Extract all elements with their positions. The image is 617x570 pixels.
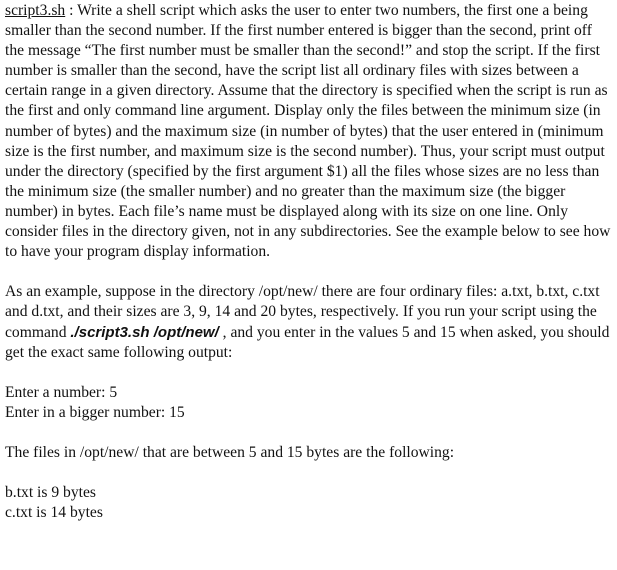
assignment-document <box>5 1 613 523</box>
paragraph-spacer <box>5 363 613 383</box>
output-prompt-second: Enter in a bigger number: 15 <box>5 403 185 421</box>
example-text-after: , and you enter in the values 5 and 15 when asked, you should get the exact same following output: <box>5 323 610 361</box>
paragraph-spacer <box>5 423 613 443</box>
paragraph-spacer <box>5 262 613 282</box>
paragraph-spacer <box>5 463 613 483</box>
example-paragraph <box>5 282 613 362</box>
script-name: script3.sh <box>5 2 66 19</box>
output-summary: The files in /opt/new/ that are between 5 and 15 bytes are the following: <box>5 444 455 462</box>
example-text-before: As an example, suppose in the directory /opt/new/ there are four ordinary files: a.txt, b.txt, c.txt and d.txt, and their sizes are 3, 9, 14 and 20 bytes, respectively. If you run your script using the command <box>5 283 600 341</box>
output-file-list <box>5 483 613 523</box>
task-description: : Write a shell script which asks the user to enter two numbers, the first one a being smaller than the second number. If the first number entered is bigger than the second, print off the message “The first number must be smaller than the second!” and stop the script. If the first number is smaller than the second, have the script list all ordinary files with sizes between a certain range in a given directory. Assume that the directory is specified when the script is run as the first and only command line argument. Display only the files between the minimum size (in number of bytes) and the maximum size (in number of bytes) that the user entered in (minimum size is the first number, and maximum size is the second number). Thus, your script must output under the directory (specified by the first argument $1) all the files whose sizes are no less than the minimum size (the smaller number) and no greater than the maximum size (the bigger number) in bytes. Each file’s name must be displayed along with its size on one line. Only consider files in the directory given, not in any subdirectories. See the example below to see how to have your program display information. <box>5 2 611 261</box>
output-prompts <box>5 383 613 423</box>
output-file-line: c.txt is 14 bytes <box>5 504 103 522</box>
example-command: ./script3.sh /opt/new/ <box>70 323 219 341</box>
output-file-line: b.txt is 9 bytes <box>5 484 96 502</box>
output-prompt-first: Enter a number: 5 <box>5 383 118 401</box>
task-paragraph <box>5 1 613 262</box>
